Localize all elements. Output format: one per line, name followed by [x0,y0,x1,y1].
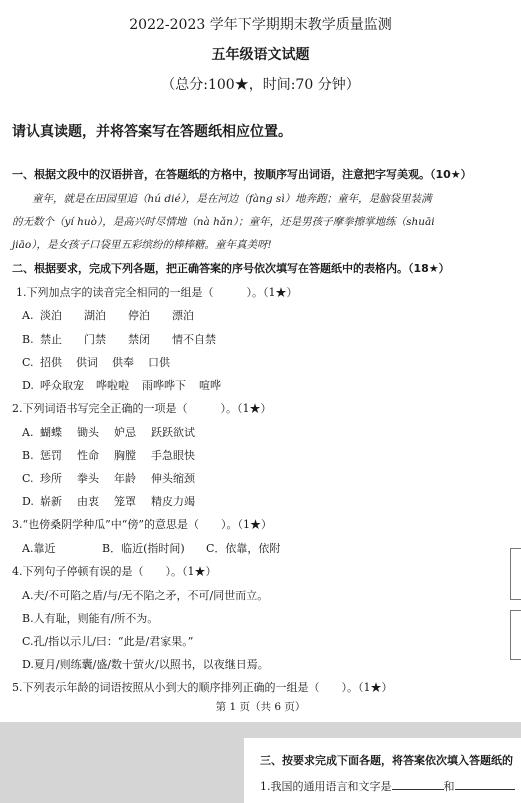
section2-heading: 二、根据要求，完成下列各题，把正确答案的序号依次填写在答题纸中的表格内。（18★） [12,262,450,275]
page2-question-1: 1.我国的通用语言和文字是 和 [260,778,515,794]
section1-heading: 一、根据文段中的汉语拼音，在答题纸的方格中，按顺序写出词语，注意把字写美观。（10★） [12,168,472,181]
question-2-stem: 2.下列词语书写完全正确的一项是（ ）。（1★） [12,402,272,415]
answer-box-edge [510,610,521,660]
exam-subtitle: 五年级语文试题 [211,47,310,63]
question-2-option-b: B. 惩罚 性命 胸膛 手急眼快 [22,449,195,462]
page-footer: 第 1 页（共 6 页） [215,701,306,713]
answer-blank [455,778,515,790]
passage-line-3: jiāo），是女孩子口袋里五彩缤纷的棒棒糖。童年真美呀! [12,239,272,251]
question-4-option-b: B.人有耻，则能有/所不为。 [22,612,159,625]
question-4-stem: 4.下列句子停顿有误的是（ ）。（1★） [12,565,217,578]
question-1-stem: 1.下列加点字的读音完全相同的一组是（ ）。（1★） [16,286,298,299]
passage-line-1: 童年，就是在田园里追（hú dié），是在河边（fàng sì）地奔跑；童年，是脑袋里装满 [32,193,432,205]
question-2-option-c: C. 珍所 拳头 年龄 伸头缩颈 [22,472,195,485]
section3-heading: 三、按要求完成下面各题，将答案依次填入答题纸的 [260,754,513,767]
question-1-option-c: C. 招供 供词 供奉 口供 [22,356,170,369]
passage-line-2: 的无数个（yí huò），是高兴时尽情地（nà hǎn）；童年，还是男孩子摩拳擦掌地练（shuāi [12,216,435,228]
score-info: （总分:100★，时间:70 分钟） [161,77,360,93]
exam-title: 2022-2023 学年下学期期末教学质量监测 [129,17,392,33]
answer-blank [392,778,444,790]
answer-box-edge [510,548,521,600]
question-4-option-d: D.夏月/则练囊/盛/数十萤火/以照书，以夜继日焉。 [22,658,269,671]
question-1-option-d: D. 呼众取宠 哗啦啦 雨哗哗下 喧哗 [22,379,221,392]
question-4-option-c: C.孔/指以示儿/曰：“此是/君家果。” [22,635,194,648]
instruction: 请认真读题，并将答案写在答题纸相应位置。 [12,124,292,140]
question-4-option-a: A.夫/不可陷之盾/与/无不陷之矛，不可/同世而立。 [22,589,269,602]
question-1-option-b: B. 禁止 门禁 禁闭 情不自禁 [22,333,216,346]
question-2-option-d: D. 崭新 由衷 笼罩 精皮力竭 [22,495,195,508]
question-1-option-a: A. 淡泊 湖泊 停泊 漂泊 [22,309,194,322]
question-2-option-a: A. 蝴蝶 锄头 妒忌 跃跃欲试 [22,426,195,439]
question-3-options: A.靠近 B．临近(指时间) C．依靠，依附 [22,542,281,555]
exam-page-2 [244,738,521,803]
question-3-stem: 3.“也傍桑阴学种瓜”中“傍”的意思是（ ）。（1★） [12,518,272,531]
question-5-stem: 5.下列表示年龄的词语按照从小到大的顺序排列正确的一组是（ ）。（1★） [12,681,393,694]
